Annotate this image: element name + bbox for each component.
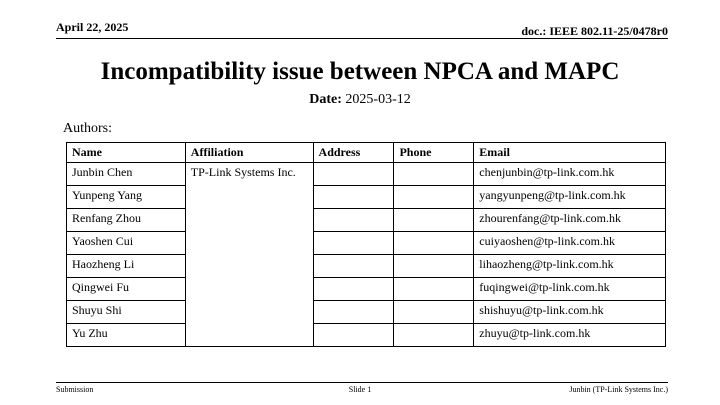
- table-row: [67, 209, 666, 232]
- author-address: [313, 278, 394, 301]
- table-row: [67, 301, 666, 324]
- author-phone: [394, 163, 474, 186]
- author-address: [313, 301, 394, 324]
- footer-rule: [56, 382, 668, 383]
- author-email: cuiyaoshen@tp-link.com.hk: [474, 232, 666, 255]
- slide-title: Incompatibility issue between NPCA and MAPC: [100, 58, 620, 85]
- table-row: [67, 163, 666, 186]
- author-address: [313, 209, 394, 232]
- date-line: [0, 92, 720, 108]
- author-phone: [394, 324, 474, 347]
- header-rule: [56, 38, 668, 39]
- date-label: Date:: [309, 92, 342, 107]
- footer-author: Junbin (TP-Link Systems Inc.): [569, 385, 668, 394]
- author-email: fuqingwei@tp-link.com.hk: [474, 278, 666, 301]
- author-phone: [394, 186, 474, 209]
- author-phone: [394, 255, 474, 278]
- author-name: Yaoshen Cui: [67, 232, 186, 255]
- author-phone: [394, 301, 474, 324]
- author-email: zhourenfang@tp-link.com.hk: [474, 209, 666, 232]
- authors-table: [66, 142, 666, 347]
- author-name: Junbin Chen: [67, 163, 186, 186]
- header-phone: Phone: [394, 143, 474, 163]
- author-address: [313, 186, 394, 209]
- footer-slide-number: Slide 1: [348, 385, 372, 394]
- author-phone: [394, 278, 474, 301]
- author-email: chenjunbin@tp-link.com.hk: [474, 163, 666, 186]
- author-name: Haozheng Li: [67, 255, 186, 278]
- author-email: shishuyu@tp-link.com.hk: [474, 301, 666, 324]
- header-address: Address: [313, 143, 394, 163]
- author-address: [313, 163, 394, 186]
- footer-submission: Submission: [56, 385, 94, 394]
- table-row: [67, 232, 666, 255]
- author-phone: [394, 209, 474, 232]
- header-email: Email: [474, 143, 666, 163]
- table-header-row: [67, 143, 666, 163]
- author-address: [313, 232, 394, 255]
- author-name: Renfang Zhou: [67, 209, 186, 232]
- table-row: [67, 324, 666, 347]
- header-name: Name: [67, 143, 186, 163]
- author-email: lihaozheng@tp-link.com.hk: [474, 255, 666, 278]
- author-email: yangyunpeng@tp-link.com.hk: [474, 186, 666, 209]
- author-phone: [394, 232, 474, 255]
- table-row: [67, 255, 666, 278]
- table-row: [67, 186, 666, 209]
- author-name: Qingwei Fu: [67, 278, 186, 301]
- header-affiliation: Affiliation: [185, 143, 313, 163]
- author-address: [313, 255, 394, 278]
- author-name: Yunpeng Yang: [67, 186, 186, 209]
- date-value: 2025-03-12: [345, 92, 411, 107]
- header-date: April 22, 2025: [56, 20, 129, 34]
- authors-label: Authors:: [63, 121, 112, 136]
- author-name: Shuyu Shi: [67, 301, 186, 324]
- author-affiliation: TP-Link Systems Inc.: [185, 163, 313, 347]
- author-email: zhuyu@tp-link.com.hk: [474, 324, 666, 347]
- author-address: [313, 324, 394, 347]
- author-name: Yu Zhu: [67, 324, 186, 347]
- header-doc-id: doc.: IEEE 802.11-25/0478r0: [521, 24, 668, 38]
- table-row: [67, 278, 666, 301]
